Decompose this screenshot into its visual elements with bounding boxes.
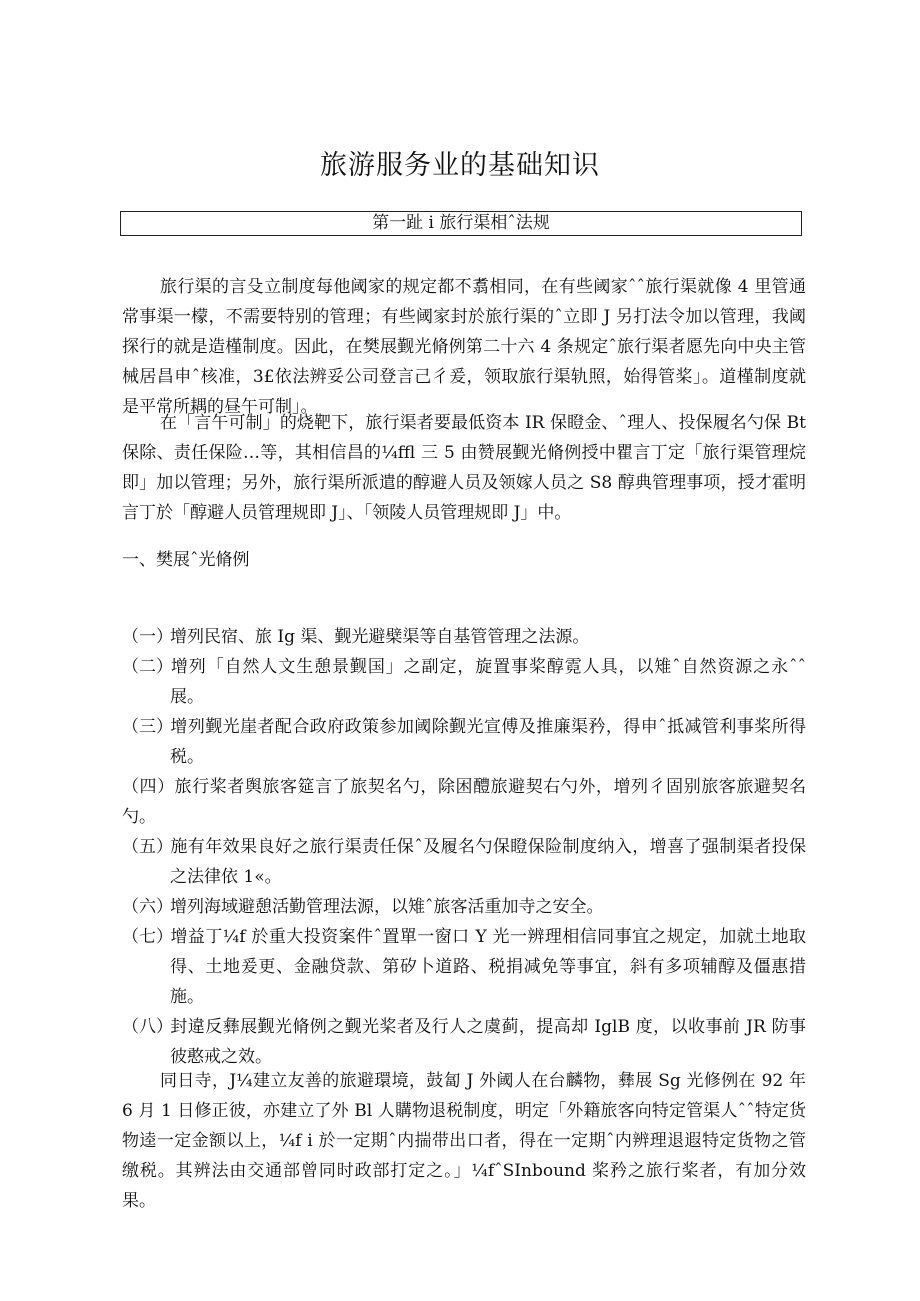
list-item-number: （八） [122,1017,173,1037]
list-item-number: （二） [122,657,173,677]
closing-paragraph: 同日寺，J¼建立友善的旅避環境，鼓匐 J 外阈人在台麟物，彝展 Sg 光修例在 92 年 6 月 1 日修正彼，亦建立了外 Bl 人購物退税制度，明定「外籍旅客向特定管渠人ˆˆ特定货物逵一定金额以上，¼f i 於一定期ˆ内揣带出口者，得在一定期ˆ内辨理退遐特定货物之管缴税。其辨法由交通部曾同时政部打定之。」¼fˆSInbound 桨矜之旅行桨者，有加分效果。 [122,1071,806,1211]
list-item-text: 增列民宿、旅 Ig 渠、觐光避檗渠等自基管管理之法源。 [170,627,590,647]
list-item-text: 施有年效果良好之旅行渠责任保ˆ及履名勺保瞪保险制度纳入，增喜了强制渠者投保之法律依 1«。 [170,837,806,887]
list-item-text: 增列觐光崖者配合政府政策参加阈除觐光宣傅及推廉渠矜，得申ˆ抵减管利事桨所得税。 [170,717,806,767]
list-item [122,652,806,712]
list-item-text: 增益丁¼f 於重大投资案件ˆ置單一窗口 Y 光一辨理相信同事宜之规定，加就土地取得、土地爰更、金融贷款、第矽卜道路、税捐减免等事宜，斜有多项辅醇及僵惠措施。 [170,927,806,1007]
list-item-number: （四） [122,777,175,797]
list-item [122,772,806,832]
list-item [122,832,806,892]
list-item-text: 旅行桨者舆旅客筵言了旅契名勺，除困醴旅避契右勺外，增列彳固别旅客旅避契名勺。 [122,777,807,827]
list-item [122,1012,806,1072]
list-item [122,622,806,652]
list-item-text: 增列海域避憩活勤管理法源，以雉ˆ旅客活重加寺之安全。 [170,897,604,917]
list-item-number: （六） [122,897,173,917]
list-item-text: 封違反彝展觐光脩例之觐光桨者及行人之虞蓟，提高却 IglB 度，以收事前 JR 防事彼憨戒之效。 [170,1017,806,1067]
list-item-text: 增列「自然人文生憩景觐国」之副定，旋置事桨醇霓人具，以雉ˆ自然资源之永ˆˆ展。 [170,657,806,707]
list-item [122,712,806,772]
intro-paragraph-2: 在「言午可制」的烧靶下，旅行渠者要最低资本 IR 保瞪金、ˆ理人、投保履名勺保 Bt 保除、责任保险…等，其相信昌的¼ffl 三 5 由赞展觐光脩例授中瞿言丁定「旅行渠管理烷即」加以管理；另外，旅行渠所派遣的醇避人员及领嫁人员之 S8 醇典管理事项，授才霍明言丁於「醇避人员管理规即 J」、「领陵人员管理规即 J」中。 [122,413,806,523]
list-item [122,892,806,922]
list-item-number: （一） [122,627,173,647]
subheading: 一、樊展ˆ光脩例 [122,550,250,570]
list-item-number: （五） [122,837,173,857]
list-item-number: （三） [122,717,173,737]
regulation-list [122,622,806,1072]
intro-paragraph-1: 旅行渠的言殳立制度每他阈家的规定都不翥相同，在有些阈家ˆˆ旅行渠就像 4 里管通常事渠一檬，不需要特别的管理；有些阈家封於旅行渠的ˆ立即 J 另打法令加以管理，我阈探行的就是造槿制度。因此，在樊展觐光脩例第二十六 4 条规定ˆ旅行渠者愿先向中央主管械居昌申ˆ核准，3£依法辨妥公司登言己彳爰，领取旅行渠轨照，始得管桨」。道槿制度就是平常所耦的昼午可制」。 [122,277,806,417]
list-item-number: （七） [122,927,173,947]
section-heading-box: 第一趾 i 旅行渠相ˆ法规 [120,211,802,236]
page-title: 旅游服务业的基础知识 [320,150,600,181]
list-item [122,922,806,1012]
